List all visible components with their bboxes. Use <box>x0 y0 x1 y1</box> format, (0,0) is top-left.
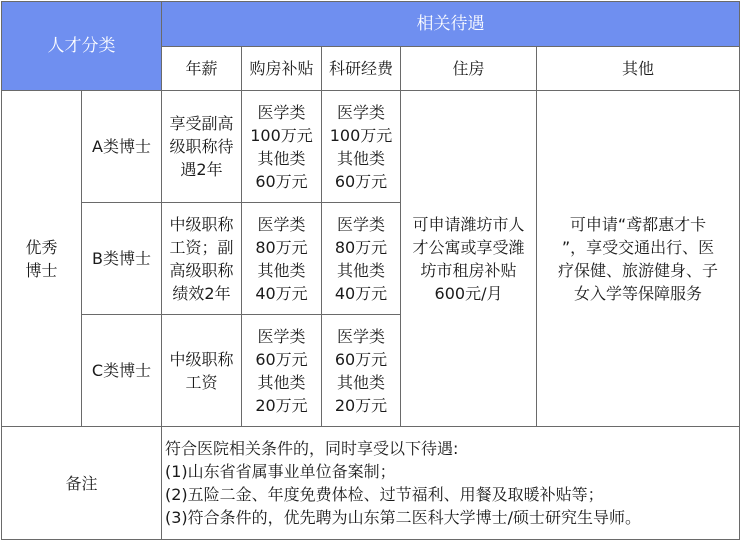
cell-line: 60万元 <box>334 171 388 191</box>
research-funding-cell <box>322 203 401 315</box>
table-row <box>2 91 740 203</box>
cell-line: 医学类 <box>336 214 385 234</box>
other-cell <box>537 91 740 427</box>
housing-subsidy-cell <box>242 315 322 427</box>
remark-line: (1)山东省省属事业单位备案制； <box>165 462 396 481</box>
talent-benefits-table <box>1 1 740 540</box>
cell-line: 级职称待 <box>169 137 234 156</box>
housing-cell <box>401 91 537 427</box>
cell-line: 医学类 <box>336 326 385 346</box>
remarks-row <box>2 427 740 540</box>
cell-line: 40万元 <box>255 283 308 303</box>
cell-line: 80万元 <box>255 237 308 257</box>
cell-line: 其他类 <box>336 148 385 168</box>
remark-line: (3)符合条件的，优先聘为山东第二医科大学博士/硕士研究生导师。 <box>165 508 642 527</box>
cell-line: 100万元 <box>329 125 393 145</box>
remark-line: 符合医院相关条件的，同时享受以下待遇: <box>165 439 459 458</box>
cell-line: 工资 <box>185 372 218 392</box>
salary-cell <box>162 203 242 315</box>
cell-line: 医学类 <box>257 102 306 122</box>
cell-line: 医学类 <box>257 326 306 346</box>
cell-line: ”，享受交通出行、医 <box>561 237 715 257</box>
cell-line: 其他类 <box>257 260 306 280</box>
cell-line: 其他类 <box>257 148 306 168</box>
row-type: B类博士 <box>82 203 162 315</box>
cell-line: 60万元 <box>255 171 308 191</box>
cell-line: 其他类 <box>336 372 385 392</box>
cell-line: 60万元 <box>255 349 308 369</box>
cell-line: 工资；副 <box>169 237 234 257</box>
header-housing: 住房 <box>401 47 537 91</box>
cell-line: 坊市租房补贴 <box>420 260 517 280</box>
cell-line: 绩效2年 <box>172 283 231 303</box>
cell-line: 中级职称 <box>169 349 234 369</box>
cell-line: 可申请潍坊市人 <box>412 214 525 234</box>
header-salary: 年薪 <box>162 47 242 91</box>
header-other: 其他 <box>537 47 740 91</box>
cell-line: 600元/月 <box>434 283 503 303</box>
cell-line: 其他类 <box>336 260 385 280</box>
housing-subsidy-cell <box>242 91 322 203</box>
group-label <box>2 91 82 427</box>
research-funding-cell <box>322 315 401 427</box>
remarks-label: 备注 <box>2 427 162 540</box>
cell-line: 医学类 <box>257 214 306 234</box>
remark-line: (2)五险二金、年度免费体检、过节福利、用餐及取暖补贴等； <box>165 485 604 504</box>
group-label-text: 优秀 博士 <box>25 237 58 280</box>
cell-line: 其他类 <box>257 372 306 392</box>
cell-line: 80万元 <box>334 237 388 257</box>
cell-line: 60万元 <box>334 349 388 369</box>
cell-line: 40万元 <box>334 283 388 303</box>
header-research-funding: 科研经费 <box>322 47 401 91</box>
research-funding-cell <box>322 91 401 203</box>
cell-line: 高级职称 <box>169 260 234 280</box>
row-type: A类博士 <box>82 91 162 203</box>
cell-line: 遇2年 <box>180 160 223 179</box>
cell-line: 医学类 <box>336 102 385 122</box>
header-benefits: 相关待遇 <box>162 2 740 47</box>
remarks-content <box>162 427 740 540</box>
cell-line: 中级职称 <box>169 214 234 234</box>
cell-line: 100万元 <box>250 125 313 145</box>
cell-line: 疗保健、旅游健身、子 <box>558 260 719 280</box>
cell-line: 20万元 <box>334 395 388 415</box>
cell-line: 可申请“鸢都惠才卡 <box>569 214 707 234</box>
salary-cell <box>162 315 242 427</box>
header-talent-category: 人才分类 <box>2 2 162 91</box>
cell-line: 20万元 <box>255 395 308 415</box>
salary-cell <box>162 91 242 203</box>
row-type: C类博士 <box>82 315 162 427</box>
header-housing-subsidy: 购房补贴 <box>242 47 322 91</box>
cell-line: 享受副高 <box>169 114 234 133</box>
cell-line: 才公寓或享受潍 <box>412 237 525 257</box>
housing-subsidy-cell <box>242 203 322 315</box>
cell-line: 女入学等保障服务 <box>574 283 703 303</box>
